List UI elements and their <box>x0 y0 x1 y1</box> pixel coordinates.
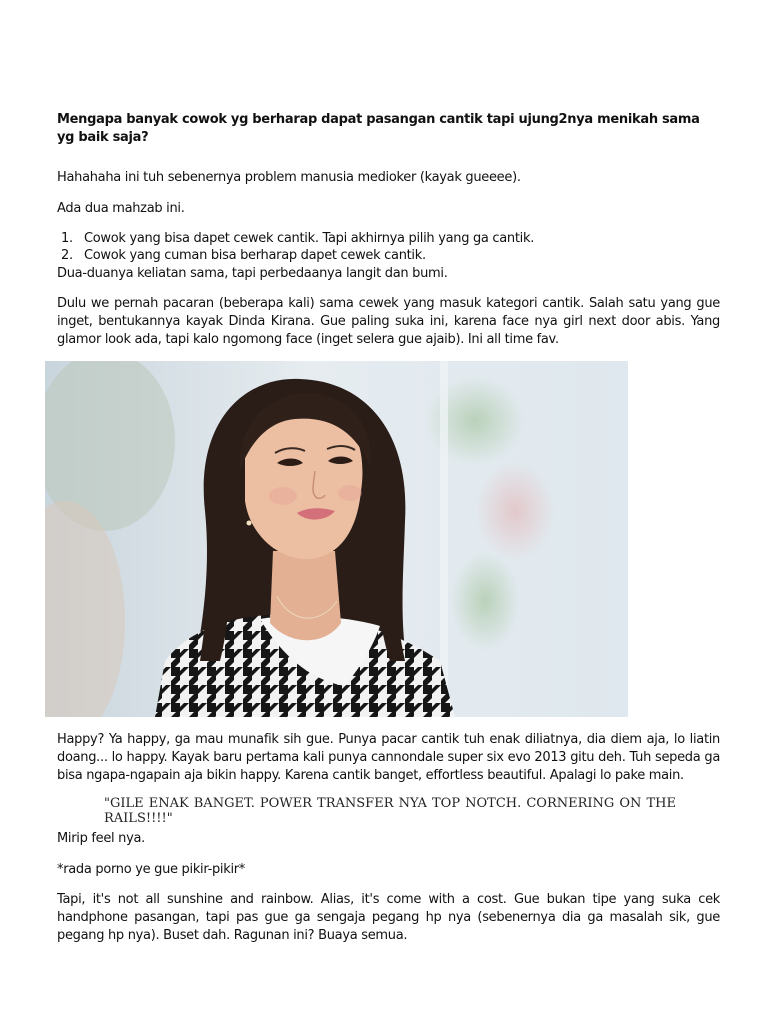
portrait-illustration <box>45 361 628 717</box>
paragraph-story: Dulu we pernah pacaran (beberapa kali) sama cewek yang masuk kategori cantik. Salah satu yang gue inget, bentukannya kayak Dinda Kirana. Gue paling suka ini, karena face nya girl next door abis. Yang glamor look ada, tapi kalo ngomong face (inget selera gue ajaib). Ini all time fav. <box>57 296 720 347</box>
numbered-list <box>57 230 720 264</box>
paragraph-two-schools: Ada dua mahzab ini. <box>57 201 185 216</box>
list-item <box>57 247 720 264</box>
list-item <box>57 230 720 247</box>
paragraph-difference: Dua-duanya keliatan sama, tapi perbedaanya langit dan bumi. <box>57 266 448 281</box>
list-item-number: 1. <box>61 231 73 246</box>
list-item-number: 2. <box>61 248 73 263</box>
list-item-text: Cowok yang cuman bisa berharap dapet cewek cantik. <box>84 248 426 263</box>
paragraph-happy: Happy? Ya happy, ga mau munafik sih gue. Punya pacar cantik tuh enak diliatnya, dia diem aja, lo liatin doang... lo happy. Kayak baru pertama kali punya cannondale super six evo 2013 gitu deh. Tuh sepeda ga bisa ngapa-ngapain aja bikin happy. Karena cantik banget, effortless beautiful. Apalagi lo pake main. <box>57 732 720 783</box>
question-title: Mengapa banyak cowok yg berharap dapat pasangan cantik tapi ujung2nya menikah sama yg baik saja? <box>57 112 700 145</box>
paragraph-intro: Hahahaha ini tuh sebenernya problem manusia medioker (kayak gueeee). <box>57 170 521 185</box>
paragraph-feel: Mirip feel nya. <box>57 831 146 846</box>
block-quote: "GILE ENAK BANGET. POWER TRANSFER NYA TOP NOTCH. CORNERING ON THE RAILS!!!!" <box>104 796 676 826</box>
portrait-photo <box>45 361 628 717</box>
paragraph-aside: *rada porno ye gue pikir-pikir* <box>57 862 246 877</box>
list-item-text: Cowok yang bisa dapet cewek cantik. Tapi akhirnya pilih yang ga cantik. <box>84 231 535 246</box>
paragraph-cost: Tapi, it's not all sunshine and rainbow. Alias, it's come with a cost. Gue bukan tipe yang suka cek handphone pasangan, tapi pas gue ga sengaja pegang hp nya (sebenernya dia ga masalah sik, gue pegang hp nya). Buset dah. Ragunan ini? Buaya semua. <box>57 892 720 943</box>
